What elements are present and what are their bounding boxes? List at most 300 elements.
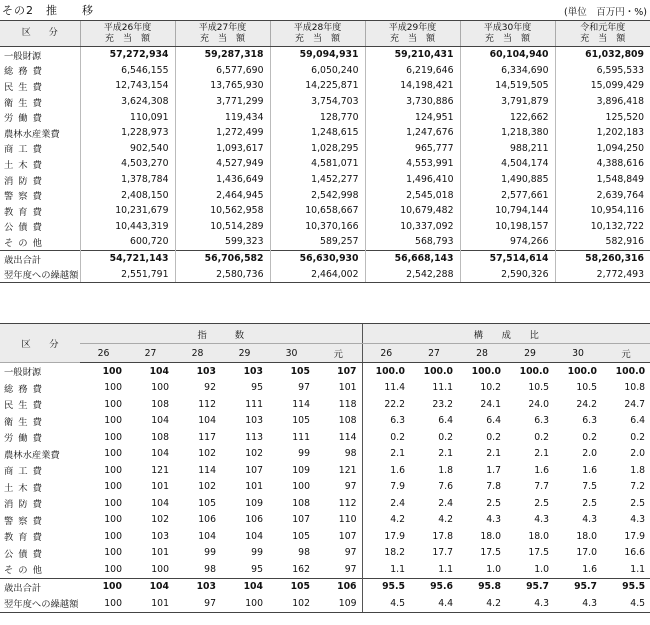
year-header: 26: [80, 344, 127, 363]
amount-cell: 988,211: [460, 141, 555, 157]
index-cell: 104: [198, 530, 216, 542]
year-header: [175, 21, 270, 47]
ratio-cell: 0.2: [486, 431, 502, 443]
index-cell: 104: [221, 578, 268, 595]
row-label: 翌年度への繰越額: [0, 266, 80, 282]
row-label: 消防費: [4, 499, 47, 511]
ratio-cell: 2.4: [362, 495, 410, 512]
amount-cell: 2,545,018: [365, 187, 460, 203]
index-cell: 101: [151, 547, 169, 559]
index-cell: 100: [104, 530, 122, 542]
index-cell: 97: [298, 382, 310, 394]
index-cell: 100: [80, 578, 127, 595]
ratio-cell: 4.3: [534, 514, 550, 526]
amount-table: [0, 20, 650, 283]
table-row: [0, 63, 650, 79]
amount-cell: 124,951: [365, 109, 460, 125]
index-cell: 107: [337, 365, 357, 377]
amount-cell: 2,772,493: [555, 266, 650, 282]
amount-cell: 56,668,143: [365, 250, 460, 266]
ratio-cell: 1.6: [362, 462, 410, 479]
ratio-cell: 11.4: [362, 380, 410, 397]
amount-cell: 56,706,582: [175, 250, 270, 266]
ratio-cell: 2.5: [582, 497, 598, 509]
index-cell: 105: [292, 530, 310, 542]
year-header: 29: [506, 344, 554, 363]
table-row: [0, 47, 650, 63]
amount-cell: 10,794,144: [460, 203, 555, 219]
ratio-cell: 4.4: [410, 595, 458, 612]
ratio-cell: 7.5: [582, 481, 598, 493]
index-cell: 100: [151, 382, 169, 394]
year-header: 30: [554, 344, 602, 363]
ratio-cell: 2.5: [486, 497, 502, 509]
ratio-cell: 95.5: [602, 578, 650, 595]
ratio-cell: 4.5: [362, 595, 410, 612]
index-cell: 100: [102, 365, 122, 377]
ratio-cell: 7.8: [486, 481, 502, 493]
amount-label: 充 当 額: [294, 33, 340, 44]
amount-cell: 2,464,945: [175, 187, 270, 203]
amount-cell: 4,388,616: [555, 156, 650, 172]
ratio-cell: 6.4: [486, 415, 502, 427]
index-cell: 100: [104, 431, 122, 443]
row-label: その他: [4, 237, 47, 249]
year-header: 元: [602, 344, 650, 363]
table-row: [0, 109, 650, 125]
index-cell: 98: [344, 448, 357, 460]
row-label: 土木費: [4, 482, 47, 494]
amount-cell: 1,228,973: [80, 125, 175, 141]
ratio-cell: 0.2: [534, 431, 550, 443]
amount-cell: 10,658,667: [270, 203, 365, 219]
amount-cell: 3,791,879: [460, 94, 555, 110]
ratio-cell: 4.2: [438, 514, 454, 526]
row-label: 一般財源: [4, 50, 42, 62]
ratio-cell: 22.2: [362, 396, 410, 413]
ratio-cell: 4.2: [458, 595, 506, 612]
ratio-cell: 1.1: [630, 563, 646, 575]
amount-cell: 60,104,940: [460, 47, 555, 63]
index-cell: 113: [245, 431, 263, 443]
index-cell: 98: [204, 563, 216, 575]
index-cell: 102: [151, 514, 169, 526]
amount-cell: 1,496,410: [365, 172, 460, 188]
ratio-cell: 4.3: [554, 595, 602, 612]
index-cell: 100: [104, 497, 122, 509]
amount-cell: 6,577,690: [175, 63, 270, 79]
index-cell: 114: [338, 431, 357, 443]
row-label: 農林水産業費: [4, 449, 60, 461]
ratio-cell: 10.5: [576, 382, 598, 394]
index-cell: 106: [245, 514, 263, 526]
ratio-cell: 10.2: [480, 382, 502, 394]
index-cell: 95: [251, 382, 263, 394]
index-cell: 107: [292, 514, 310, 526]
ratio-cell: 2.0: [582, 448, 598, 460]
ratio-cell: 18.0: [528, 530, 550, 542]
corner-header: 区 分: [0, 324, 80, 363]
ratio-cell: 17.9: [624, 530, 646, 542]
amount-cell: 59,210,431: [365, 47, 460, 63]
ratio-cell: 1.0: [534, 563, 550, 575]
ratio-cell: 2.1: [486, 448, 502, 460]
index-cell: 112: [338, 497, 357, 509]
amount-cell: 1,247,676: [365, 125, 460, 141]
amount-cell: 59,287,318: [175, 47, 270, 63]
year-label: 平成27年度: [198, 22, 247, 33]
index-cell: 103: [174, 578, 221, 595]
amount-cell: 600,720: [80, 234, 175, 250]
table-row: [0, 578, 650, 595]
page-title: その2 推 移: [2, 4, 94, 17]
row-label: 公債費: [4, 548, 47, 560]
amount-cell: 1,272,499: [175, 125, 270, 141]
ratio-cell: 18.0: [480, 530, 502, 542]
ratio-group-header: 構 成 比: [362, 324, 650, 344]
ratio-cell: 95.6: [410, 578, 458, 595]
amount-cell: 3,771,299: [175, 94, 270, 110]
row-label: 農林水産業費: [4, 128, 60, 140]
index-cell: 97: [174, 595, 221, 612]
ratio-cell: 24.2: [576, 398, 598, 410]
ratio-cell: 2.1: [534, 448, 550, 460]
amount-cell: 14,198,421: [365, 78, 460, 94]
ratio-cell: 0.2: [582, 431, 598, 443]
table-row: [0, 78, 650, 94]
amount-cell: 119,434: [175, 109, 270, 125]
index-cell: 104: [127, 578, 174, 595]
ratio-cell: 23.2: [432, 398, 454, 410]
amount-cell: 110,091: [80, 109, 175, 125]
amount-cell: 6,595,533: [555, 63, 650, 79]
year-header: 27: [410, 344, 458, 363]
index-cell: 105: [290, 365, 310, 377]
amount-cell: 2,639,764: [555, 187, 650, 203]
ratio-cell: 17.5: [528, 547, 550, 559]
index-cell: 104: [151, 448, 169, 460]
table-row: [0, 363, 650, 380]
ratio-cell: 17.9: [362, 528, 410, 545]
table-row: [0, 187, 650, 203]
table-row: [0, 413, 650, 430]
amount-cell: 902,540: [80, 141, 175, 157]
table-row: [0, 396, 650, 413]
amount-cell: 3,624,308: [80, 94, 175, 110]
year-label: 平成28年度: [293, 22, 342, 33]
ratio-cell: 1.1: [362, 561, 410, 578]
year-label: 平成30年度: [483, 22, 532, 33]
table-row: [0, 156, 650, 172]
ratio-cell: 100.0: [471, 365, 502, 377]
table-row: [0, 172, 650, 188]
amount-cell: 599,323: [175, 234, 270, 250]
index-cell: 121: [151, 464, 169, 476]
ratio-cell: 2.1: [362, 446, 410, 463]
ratio-cell: 16.6: [624, 547, 646, 559]
index-cell: 99: [298, 448, 310, 460]
amount-cell: 2,580,736: [175, 266, 270, 282]
table-row: [0, 380, 650, 397]
index-cell: 109: [292, 464, 310, 476]
index-cell: 102: [198, 481, 216, 493]
table-row: [0, 495, 650, 512]
index-cell: 104: [151, 497, 169, 509]
row-label: 警察費: [4, 191, 47, 203]
amount-cell: 3,730,886: [365, 94, 460, 110]
ratio-cell: 4.5: [602, 595, 650, 612]
amount-cell: 128,770: [270, 109, 365, 125]
amount-cell: 2,408,150: [80, 187, 175, 203]
year-header: [460, 21, 555, 47]
row-label: 教育費: [4, 206, 47, 218]
row-label: 民生費: [4, 400, 47, 412]
index-cell: 100: [151, 563, 169, 575]
index-cell: 100: [104, 382, 122, 394]
amount-cell: 1,452,277: [270, 172, 365, 188]
amount-label: 充 当 額: [484, 33, 530, 44]
index-cell: 112: [198, 398, 216, 410]
table-row: [0, 94, 650, 110]
amount-cell: 6,546,155: [80, 63, 175, 79]
amount-cell: 3,896,418: [555, 94, 650, 110]
ratio-cell: 100.0: [362, 363, 410, 380]
row-label: 歳出合計: [0, 578, 80, 595]
row-label: 民生費: [4, 81, 47, 93]
amount-cell: 3,754,703: [270, 94, 365, 110]
index-cell: 97: [344, 481, 357, 493]
table-row: [0, 219, 650, 235]
amount-cell: 4,553,991: [365, 156, 460, 172]
amount-cell: 4,504,174: [460, 156, 555, 172]
table-row: [0, 512, 650, 529]
ratio-cell: 6.4: [630, 415, 646, 427]
ratio-cell: 95.7: [554, 578, 602, 595]
table-row: [0, 528, 650, 545]
amount-cell: 10,514,289: [175, 219, 270, 235]
index-cell: 100: [104, 481, 122, 493]
row-label: 労働費: [4, 113, 47, 125]
index-cell: 108: [338, 415, 357, 427]
amount-cell: 2,590,326: [460, 266, 555, 282]
amount-cell: 1,490,885: [460, 172, 555, 188]
index-cell: 108: [151, 398, 169, 410]
table-row: [0, 595, 650, 612]
amount-cell: 10,337,092: [365, 219, 460, 235]
index-cell: 103: [196, 365, 216, 377]
ratio-cell: 2.1: [438, 448, 454, 460]
amount-cell: 1,028,295: [270, 141, 365, 157]
amount-cell: 15,099,429: [555, 78, 650, 94]
amount-cell: 10,370,166: [270, 219, 365, 235]
amount-cell: 10,132,722: [555, 219, 650, 235]
index-ratio-table: [0, 323, 650, 613]
amount-label: 充 当 額: [104, 33, 150, 44]
index-cell: 118: [338, 398, 357, 410]
index-cell: 110: [338, 514, 357, 526]
row-label: 総務費: [4, 383, 47, 395]
ratio-cell: 2.5: [630, 497, 646, 509]
index-cell: 100: [104, 464, 122, 476]
ratio-cell: 17.8: [432, 530, 454, 542]
amount-cell: 1,093,617: [175, 141, 270, 157]
ratio-cell: 6.3: [362, 413, 410, 430]
index-cell: 108: [292, 497, 310, 509]
ratio-cell: 7.9: [362, 479, 410, 496]
index-cell: 107: [338, 530, 357, 542]
year-header: 29: [221, 344, 268, 363]
row-label: 警察費: [4, 515, 47, 527]
ratio-cell: 4.3: [486, 514, 502, 526]
year-label: 令和元年度: [580, 22, 626, 33]
ratio-cell: 18.2: [362, 545, 410, 562]
index-cell: 100: [104, 563, 122, 575]
table-row: [0, 234, 650, 250]
ratio-cell: 24.7: [624, 398, 646, 410]
amount-cell: 56,630,930: [270, 250, 365, 266]
group-header-row: [0, 324, 650, 344]
ratio-cell: 10.5: [528, 382, 550, 394]
ratio-cell: 24.0: [528, 398, 550, 410]
amount-cell: 1,094,250: [555, 141, 650, 157]
index-cell: 100: [104, 448, 122, 460]
row-label: 翌年度への繰越額: [0, 595, 80, 612]
index-cell: 162: [292, 563, 310, 575]
row-label: 一般財源: [4, 367, 42, 379]
amount-cell: 14,225,871: [270, 78, 365, 94]
amount-cell: 10,562,958: [175, 203, 270, 219]
index-cell: 98: [298, 547, 310, 559]
ratio-cell: 2.0: [630, 448, 646, 460]
year-header: [80, 21, 175, 47]
index-cell: 103: [243, 365, 263, 377]
amount-cell: 57,514,614: [460, 250, 555, 266]
amount-cell: 589,257: [270, 234, 365, 250]
amount-cell: 10,443,319: [80, 219, 175, 235]
table-row: [0, 446, 650, 463]
table-row: [0, 266, 650, 282]
row-label: 総務費: [4, 66, 47, 78]
table-row: [0, 545, 650, 562]
ratio-cell: 1.1: [438, 563, 454, 575]
row-label: 衛生費: [4, 97, 47, 109]
amount-cell: 58,260,316: [555, 250, 650, 266]
index-cell: 104: [198, 415, 216, 427]
index-cell: 114: [198, 464, 216, 476]
ratio-cell: 4.3: [630, 514, 646, 526]
ratio-cell: 10.8: [624, 382, 646, 394]
ratio-cell: 6.4: [438, 415, 454, 427]
row-label: 土木費: [4, 159, 47, 171]
row-label: 公債費: [4, 222, 47, 234]
index-cell: 101: [245, 481, 263, 493]
index-cell: 105: [292, 415, 310, 427]
amount-cell: 13,765,930: [175, 78, 270, 94]
amount-label: 充 当 額: [580, 33, 626, 44]
table-row: [0, 561, 650, 578]
ratio-cell: 1.7: [486, 464, 502, 476]
year-header-row: [0, 344, 650, 363]
ratio-cell: 1.8: [630, 464, 646, 476]
amount-cell: 2,577,661: [460, 187, 555, 203]
amount-cell: 10,231,679: [80, 203, 175, 219]
ratio-cell: 100.0: [519, 365, 550, 377]
amount-cell: 6,219,646: [365, 63, 460, 79]
amount-cell: 582,916: [555, 234, 650, 250]
index-cell: 107: [245, 464, 263, 476]
amount-label: 充 当 額: [389, 33, 435, 44]
amount-cell: 1,548,849: [555, 172, 650, 188]
ratio-cell: 6.3: [534, 415, 550, 427]
index-cell: 111: [245, 398, 263, 410]
amount-cell: 12,743,154: [80, 78, 175, 94]
index-cell: 109: [245, 497, 263, 509]
row-label: 商工費: [4, 144, 47, 156]
ratio-cell: 0.2: [630, 431, 646, 443]
index-cell: 106: [198, 514, 216, 526]
amount-cell: 4,503,270: [80, 156, 175, 172]
amount-cell: 122,662: [460, 109, 555, 125]
ratio-cell: 1.0: [486, 563, 502, 575]
amount-cell: 10,198,157: [460, 219, 555, 235]
amount-cell: 2,464,002: [270, 266, 365, 282]
index-cell: 97: [344, 547, 357, 559]
index-cell: 102: [268, 595, 315, 612]
row-label: その他: [4, 565, 47, 577]
year-label: 平成29年度: [388, 22, 437, 33]
year-header: 28: [174, 344, 221, 363]
row-label: 消防費: [4, 175, 47, 187]
index-cell: 99: [204, 547, 216, 559]
amount-cell: 6,050,240: [270, 63, 365, 79]
index-cell: 111: [292, 431, 310, 443]
ratio-cell: 6.3: [582, 415, 598, 427]
row-label: 商工費: [4, 466, 47, 478]
ratio-cell: 95.8: [458, 578, 506, 595]
index-cell: 102: [245, 448, 263, 460]
amount-cell: 4,581,071: [270, 156, 365, 172]
index-cell: 100: [221, 595, 268, 612]
ratio-cell: 4.3: [582, 514, 598, 526]
ratio-cell: 1.8: [438, 464, 454, 476]
index-cell: 100: [80, 595, 127, 612]
index-cell: 102: [198, 448, 216, 460]
amount-label: 充 当 額: [199, 33, 245, 44]
ratio-cell: 100.0: [423, 365, 454, 377]
corner-header: 区 分: [0, 21, 80, 47]
row-label: 歳出合計: [0, 250, 80, 266]
ratio-cell: 4.3: [506, 595, 554, 612]
amount-cell: 57,272,934: [80, 47, 175, 63]
amount-table-header: [0, 21, 650, 47]
amount-cell: 2,551,791: [80, 266, 175, 282]
ratio-cell: 4.2: [362, 512, 410, 529]
amount-cell: 1,202,183: [555, 125, 650, 141]
year-header: [555, 21, 650, 47]
ratio-cell: 100.0: [615, 365, 646, 377]
index-cell: 100: [104, 514, 122, 526]
year-header: [365, 21, 460, 47]
unit-note: (単位 百万円・%): [564, 7, 647, 18]
ratio-cell: 7.7: [534, 481, 550, 493]
amount-cell: 2,542,998: [270, 187, 365, 203]
amount-cell: 61,032,809: [555, 47, 650, 63]
index-cell: 121: [338, 464, 357, 476]
index-cell: 100: [292, 481, 310, 493]
amount-cell: 10,679,482: [365, 203, 460, 219]
index-cell: 104: [151, 415, 169, 427]
index-cell: 114: [292, 398, 310, 410]
